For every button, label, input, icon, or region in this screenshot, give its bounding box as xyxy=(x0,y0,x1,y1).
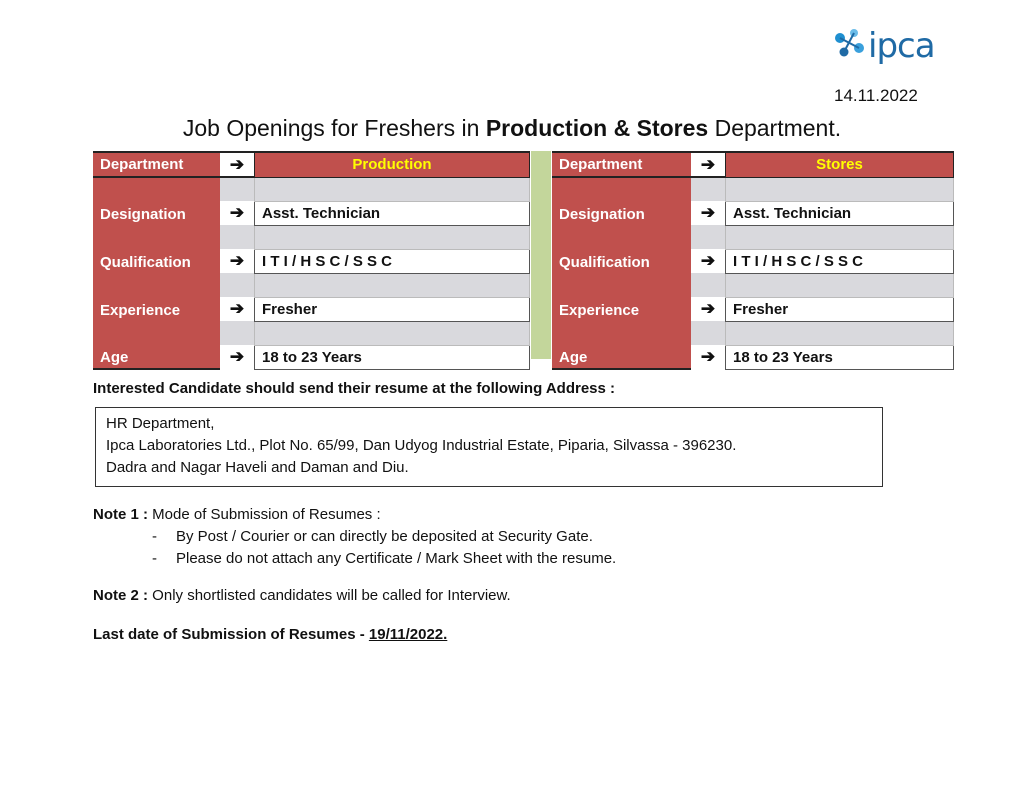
age-value: 18 to 23 Years xyxy=(726,345,954,369)
experience-label: Experience xyxy=(93,273,220,321)
last-date-value: 19/11/2022. xyxy=(368,626,448,643)
age-value: 18 to 23 Years xyxy=(255,345,530,369)
qualification-value: I T I / H S C / S S C xyxy=(255,249,530,273)
note-1-bullet-2: - Please do not attach any Certificate / Mark Sheet with the resume. xyxy=(152,550,617,567)
arrow-icon: ➔ xyxy=(691,345,726,369)
address-line-3: Dadra and Nagar Haveli and Daman and Diu. xyxy=(106,459,409,476)
designation-label: Designation xyxy=(93,177,220,225)
address-line-2: Ipca Laboratories Ltd., Plot No. 65/99, Dan Udyog Industrial Estate, Piparia, Silvassa - 396230. xyxy=(106,437,737,454)
designation-label: Designation xyxy=(552,177,691,225)
designation-value: Asst. Technician xyxy=(726,201,954,225)
stores-table xyxy=(552,151,954,370)
qualification-label: Qualification xyxy=(93,225,220,273)
arrow-icon: ➔ xyxy=(691,249,726,273)
arrow-icon: ➔ xyxy=(220,297,255,321)
production-table xyxy=(93,151,530,370)
logo-text: ipca xyxy=(868,26,935,66)
qualification-label: Qualification xyxy=(552,225,691,273)
qualification-value: I T I / H S C / S S C xyxy=(726,249,954,273)
designation-value: Asst. Technician xyxy=(255,201,530,225)
experience-label: Experience xyxy=(552,273,691,321)
age-label: Age xyxy=(93,321,220,369)
document-date: 14.11.2022 xyxy=(834,86,918,105)
page-title: Job Openings for Freshers in Production & Stores Department. xyxy=(182,115,842,141)
arrow-icon: ➔ xyxy=(220,201,255,225)
arrow-icon: ➔ xyxy=(220,345,255,369)
contact-intro: Interested Candidate should send their resume at the following Address : xyxy=(93,380,616,397)
department-value: Production xyxy=(255,152,530,177)
arrow-icon: ➔ xyxy=(691,152,726,177)
department-label: Department xyxy=(552,152,691,177)
last-date: Last date of Submission of Resumes - 19/11/2022. xyxy=(93,626,448,643)
arrow-icon: ➔ xyxy=(220,152,255,177)
arrow-icon: ➔ xyxy=(691,201,726,225)
age-label: Age xyxy=(552,321,691,369)
arrow-icon: ➔ xyxy=(691,297,726,321)
note-2: Note 2 : Only shortlisted candidates will be called for Interview. xyxy=(93,587,511,604)
note-1-bullet-1: - By Post / Courier or can directly be deposited at Security Gate. xyxy=(152,528,593,545)
arrow-icon: ➔ xyxy=(220,249,255,273)
experience-value: Fresher xyxy=(255,297,530,321)
department-label: Department xyxy=(93,152,220,177)
department-value: Stores xyxy=(726,152,954,177)
note-1: Note 1 : Mode of Submission of Resumes : xyxy=(93,506,381,523)
experience-value: Fresher xyxy=(726,297,954,321)
table-separator xyxy=(531,151,551,359)
address-line-1: HR Department, xyxy=(106,415,215,432)
